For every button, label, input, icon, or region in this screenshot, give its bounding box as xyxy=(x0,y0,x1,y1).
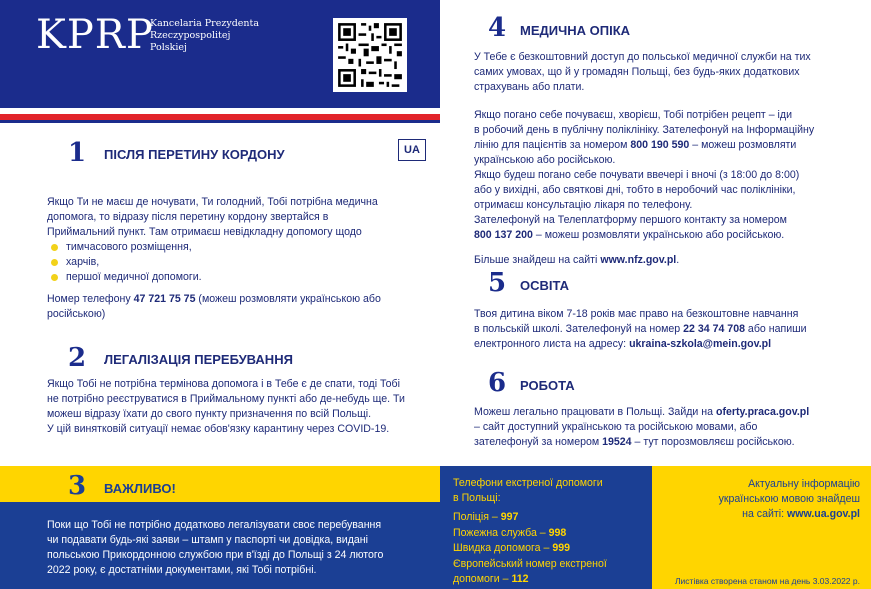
section-6-text: Можеш легально працювати в Польщі. Зайди на oferty.praca.gov.pl – сайт доступний українською та російською мовами, або зателефонуй за номером 19524 – тут порозмовляєш російською. xyxy=(474,406,810,448)
section-4-text: У Тебе є безкоштовний доступ до польської медичної служби на тих самих умовах, що й у громадян Польщі, без будь-яких додаткових страхувань або плати. Якщо погано себе почуваєш, хворієш, Тобі потрібен рецепт – іди в робочий день в публічну поліклініку. Зателефонуй на Інформаційну лінію для пацієнтів за номером 800 190 590 – можеш розмовляти українською або російською. Якщо будеш погано себе почувати ввечері і вночі (з 18:00 до 8:00) або у вихідні, або святкові дні, тобто в неробочий час поліклініки, отримаєш консультацію лікаря по телефону. Зателефонуй на Телеплатформу першого контакту за номером 800 137 200 – можеш розмовляти українською або російською. Більше знайдеш на сайті www.nfz.gov.pl. xyxy=(474,51,815,266)
section-5-number: 5 xyxy=(488,268,507,298)
phone-number[interactable]: 47 721 75 75 xyxy=(133,293,196,305)
section-1-title: ПІСЛЯ ПЕРЕТИНУ КОРДОНУ xyxy=(104,147,285,162)
list-item: харчів, xyxy=(51,255,427,270)
teleplatform-number[interactable]: 800 137 200 xyxy=(474,229,533,241)
qr-code-icon[interactable] xyxy=(333,18,407,92)
emergency-item: Пожежна служба – 998 xyxy=(453,526,567,539)
list-item: першої медичної допомоги. xyxy=(51,270,427,285)
emergency-list: Поліція – 997 Пожежна служба – 998 Швидка допомога – 999 Європейський номер екстреної допомоги – 112 xyxy=(453,510,648,588)
footer-note: Листівка створена станом на день 3.03.2022 р. xyxy=(674,576,860,586)
emergency-item: допомоги – 112 xyxy=(453,573,529,585)
blue-stripe xyxy=(0,120,440,123)
section-5-text: Твоя дитина віком 7-18 років має право на безкоштовне навчання в польській школі. Зателефонуй на номер 22 34 74 708 або напиши електронного листа на адресу: ukraina-szkola@mein.gov.pl xyxy=(474,308,807,350)
section-1-text: Якщо Ти не маєш де ночувати, Ти голодний, Тобі потрібна медична допомога, то відразу після перетину кордону звертайся в Приймальний пункт. Там отримаєш невідкладну допомогу щодо тимчасового розміщення, харчів, першої медичної допомоги. Номер телефону 47 721 75 75 (можеш розмовляти українською або російською) xyxy=(47,195,427,322)
section-4-number: 4 xyxy=(488,13,507,43)
patient-line-number[interactable]: 800 190 590 xyxy=(630,139,690,151)
important-banner xyxy=(0,466,440,502)
school-email[interactable]: ukraina-szkola@mein.gov.pl xyxy=(629,338,772,350)
section-2-title: ЛЕГАЛІЗАЦІЯ ПЕРЕБУВАННЯ xyxy=(104,352,293,367)
bullet-icon xyxy=(51,274,58,281)
section-3-title: ВАЖЛИВО! xyxy=(104,481,176,496)
info-text: Актуальну інформацію українською мовою знайдеш на сайті: www.ua.gov.pl xyxy=(718,478,860,520)
bullet-icon xyxy=(51,244,58,251)
job-offers-link[interactable]: oferty.praca.gov.pl xyxy=(715,406,810,418)
section-6-number: 6 xyxy=(488,368,507,398)
emergency-item: Швидка допомога – 999 xyxy=(453,542,571,554)
section-3-text: Поки що Тобі не потрібно додатково легалізувати своє перебування чи подавати будь-які заяви – штамп у паспорті чи довідка, видані польською Прикордонною службою при в'їзді до Польщі з 24 лютого 2022 року, є достатніми документами, які Тобі потрібні. xyxy=(47,519,384,576)
phone-line: Номер телефону 47 721 75 75 (можеш розмовляти українською або xyxy=(47,293,381,305)
list-item: тимчасового розміщення, xyxy=(51,240,427,255)
section-2-number: 2 xyxy=(68,343,87,373)
emergency-item: Поліція – 997 xyxy=(453,511,519,523)
section-3-number: 3 xyxy=(68,471,87,501)
section-1-number: 1 xyxy=(68,138,87,168)
bullet-icon xyxy=(51,259,58,266)
nfz-link[interactable]: www.nfz.gov.pl xyxy=(600,254,677,266)
gov-link[interactable]: www.ua.gov.pl xyxy=(787,508,860,520)
logo-subtitle: Kancelaria Prezydenta Rzeczypospolitej Polskiej xyxy=(150,18,260,53)
job-phone[interactable]: 19524 xyxy=(602,436,632,448)
school-phone[interactable]: 22 34 74 708 xyxy=(683,323,745,335)
language-badge: UA xyxy=(398,139,426,161)
emergency-title: Телефони екстреної допомоги в Польщі: xyxy=(453,477,603,504)
section-2-text: Якщо Тобі не потрібна термінова допомога і в Тебе є де спати, тоді Тобі не потрібно реєструватися в Приймальному пункті або де-небудь ще. Ти можеш відразу їхати до свого пункту призначення по всій Польщі. У цій винятковій ситуації немає обов'язку карантину через COVID-19. xyxy=(47,378,405,435)
kprp-logo: KPRP xyxy=(36,12,154,58)
section-5-title: ОСВІТА xyxy=(520,278,570,293)
section-4-title: МЕДИЧНА ОПІКА xyxy=(520,23,631,38)
section-6-title: РОБОТА xyxy=(520,378,575,393)
